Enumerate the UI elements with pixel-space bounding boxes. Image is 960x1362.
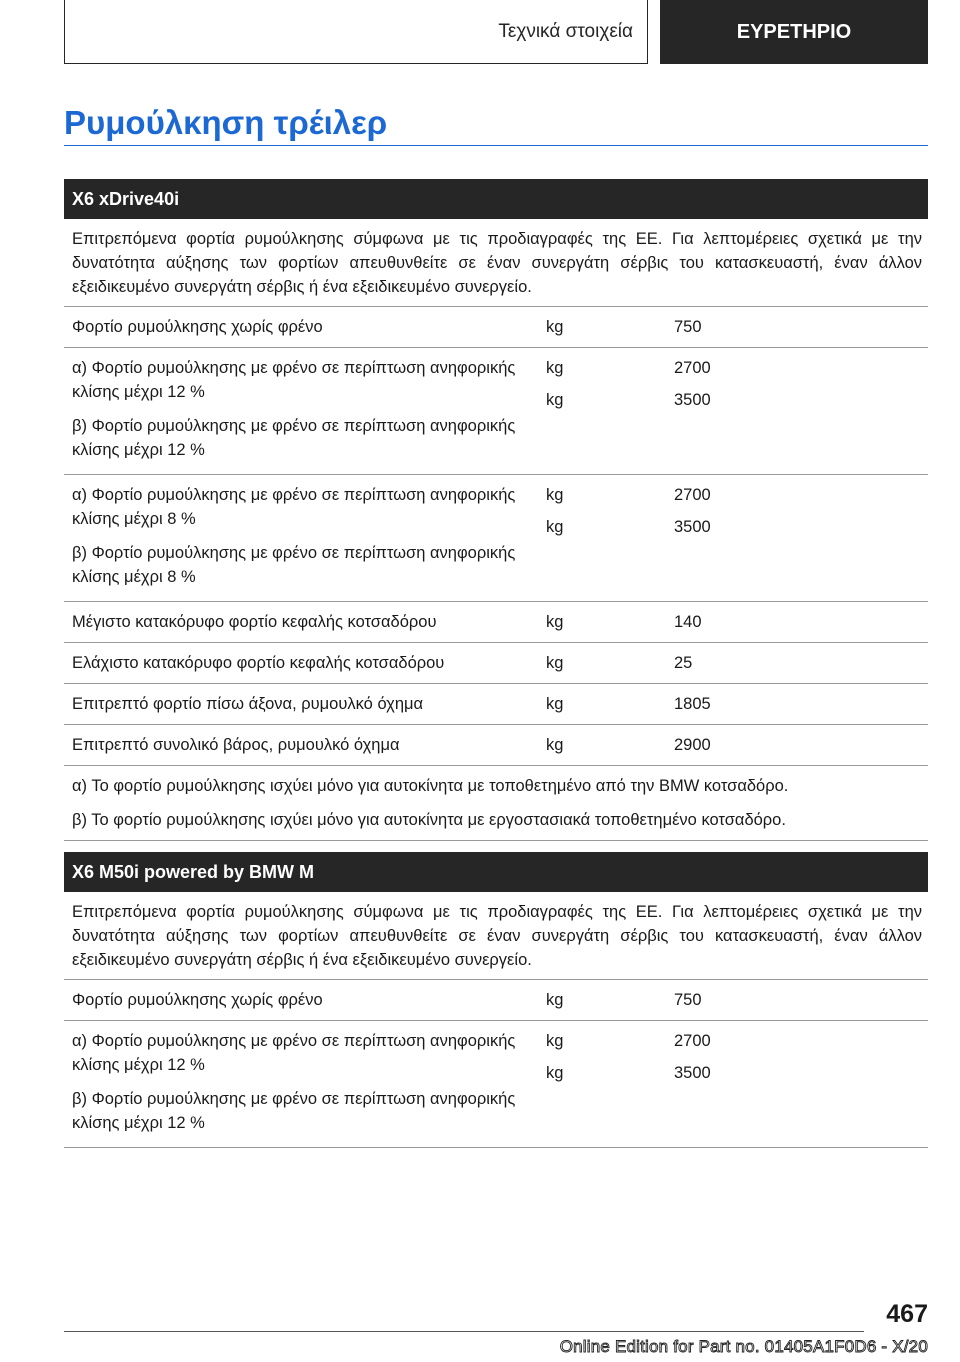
- row-value: 2700: [674, 359, 711, 377]
- row-label: β) Φορτίο ρυμούλκησης με φρένο σε περίπτωση ανηφορικής κλίσης μέχρι 8 %: [72, 544, 516, 586]
- page-title: Ρυμούλκηση τρέιλερ: [64, 104, 388, 141]
- tab-index[interactable]: ΕΥΡΕΤΗΡΙΟ: [660, 0, 928, 64]
- row-unit: kg: [546, 518, 564, 536]
- footnotes: [64, 766, 928, 841]
- row-unit: kg: [546, 1064, 564, 1082]
- page-number: 467: [886, 1300, 928, 1328]
- row-unit: kg: [546, 654, 564, 672]
- footer-divider: [64, 1331, 864, 1332]
- row-value: 2900: [674, 736, 711, 754]
- row-value: 750: [674, 991, 702, 1009]
- section-intro: Επιτρεπόμενα φορτία ρυμούλκησης σύμφωνα με τις προδιαγραφές της ΕΕ. Για λεπτομέρειες σχετικά με την δυνατότητα αύξησης των φορτίων απευθυνθείτε σε έναν συνεργάτη σέρβις του κατασκευαστή, έναν άλλον εξειδικευμένο συνεργάτη σέρβις ή ένα εξειδικευμένο συνεργείο.: [64, 219, 928, 307]
- row-value: 1805: [674, 695, 711, 713]
- row-value: 140: [674, 613, 702, 631]
- table-row: [64, 475, 928, 602]
- row-label-cell: [64, 684, 536, 724]
- row-unit-cell: [536, 348, 664, 470]
- row-label-cell: [64, 643, 536, 683]
- table-row: [64, 980, 928, 1021]
- row-unit: kg: [546, 613, 564, 631]
- row-label: Φορτίο ρυμούλκησης χωρίς φρένο: [72, 318, 323, 336]
- row-value: 3500: [674, 391, 711, 409]
- row-value: 750: [674, 318, 702, 336]
- row-label-cell: [64, 1021, 536, 1143]
- row-label-cell: [64, 725, 536, 765]
- edition-text: Online Edition for Part no. 01405A1F0D6 - X/20: [559, 1337, 928, 1356]
- row-unit-cell: [536, 684, 664, 724]
- row-label-cell: [64, 602, 536, 642]
- row-label: α) Φορτίο ρυμούλκησης με φρένο σε περίπτωση ανηφορικής κλίσης μέχρι 8 %: [72, 486, 516, 528]
- table-row: [64, 684, 928, 725]
- row-unit: kg: [546, 1032, 564, 1050]
- row-value: 25: [674, 654, 693, 672]
- row-value: 2700: [674, 486, 711, 504]
- row-unit-cell: [536, 307, 664, 347]
- row-value-cell: [664, 980, 928, 1020]
- row-label: Επιτρεπτό συνολικό βάρος, ρυμουλκό όχημα: [72, 736, 400, 754]
- row-label: Ελάχιστο κατακόρυφο φορτίο κεφαλής κοτσαδόρου: [72, 654, 445, 672]
- row-value-cell: [664, 1021, 928, 1143]
- row-label: β) Φορτίο ρυμούλκησης με φρένο σε περίπτωση ανηφορικής κλίσης μέχρι 12 %: [72, 417, 516, 459]
- row-value-cell: [664, 725, 928, 765]
- row-unit: kg: [546, 391, 564, 409]
- title-divider: [64, 145, 928, 146]
- table-row: [64, 1021, 928, 1148]
- table-row: [64, 643, 928, 684]
- spec-table: [64, 980, 928, 1148]
- row-unit-cell: [536, 602, 664, 642]
- section-x6-m50i: [64, 852, 928, 1148]
- row-unit: kg: [546, 991, 564, 1009]
- row-label: α) Φορτίο ρυμούλκησης με φρένο σε περίπτωση ανηφορικής κλίσης μέχρι 12 %: [72, 1032, 516, 1074]
- row-unit-cell: [536, 1021, 664, 1143]
- row-unit: kg: [546, 318, 564, 336]
- table-row: [64, 725, 928, 766]
- top-navigation: [64, 0, 928, 66]
- row-label-cell: [64, 348, 536, 470]
- tab-technical-data[interactable]: Τεχνικά στοιχεία: [64, 0, 648, 64]
- row-value-cell: [664, 348, 928, 470]
- row-unit-cell: [536, 725, 664, 765]
- row-value-cell: [664, 684, 928, 724]
- row-label-cell: [64, 307, 536, 347]
- table-row: [64, 602, 928, 643]
- row-value: 2700: [674, 1032, 711, 1050]
- row-unit-cell: [536, 643, 664, 683]
- spec-table: [64, 307, 928, 766]
- row-label: Επιτρεπτό φορτίο πίσω άξονα, ρυμουλκό όχημα: [72, 695, 424, 713]
- row-value-cell: [664, 475, 928, 597]
- row-value-cell: [664, 602, 928, 642]
- row-label-cell: [64, 980, 536, 1020]
- row-label: Μέγιστο κατακόρυφο φορτίο κεφαλής κοτσαδόρου: [72, 613, 437, 631]
- table-row: [64, 348, 928, 475]
- row-unit: kg: [546, 486, 564, 504]
- section-x6-xdrive40i: [64, 179, 928, 841]
- row-value: 3500: [674, 518, 711, 536]
- row-label: α) Φορτίο ρυμούλκησης με φρένο σε περίπτωση ανηφορικής κλίσης μέχρι 12 %: [72, 359, 516, 401]
- table-row: [64, 307, 928, 348]
- section-heading: X6 xDrive40i: [64, 179, 928, 219]
- footnote: α) Το φορτίο ρυμούλκησης ισχύει μόνο για αυτοκίνητα με τοποθετημένο από την BMW κοτσαδόρο.: [72, 777, 789, 795]
- row-unit: kg: [546, 359, 564, 377]
- section-intro: Επιτρεπόμενα φορτία ρυμούλκησης σύμφωνα με τις προδιαγραφές της ΕΕ. Για λεπτομέρειες σχετικά με την δυνατότητα αύξησης των φορτίων απευθυνθείτε σε έναν συνεργάτη σέρβις του κατασκευαστή, έναν άλλον εξειδικευμένο συνεργάτη σέρβις ή ένα εξειδικευμένο συνεργείο.: [64, 892, 928, 980]
- row-value-cell: [664, 307, 928, 347]
- row-unit-cell: [536, 980, 664, 1020]
- row-label: β) Φορτίο ρυμούλκησης με φρένο σε περίπτωση ανηφορικής κλίσης μέχρι 12 %: [72, 1090, 516, 1132]
- row-unit: kg: [546, 736, 564, 754]
- row-value-cell: [664, 643, 928, 683]
- footnote: β) Το φορτίο ρυμούλκησης ισχύει μόνο για αυτοκίνητα με εργοστασιακά τοποθετημένο κοτσαδόρο.: [72, 811, 786, 829]
- row-unit: kg: [546, 695, 564, 713]
- row-value: 3500: [674, 1064, 711, 1082]
- row-unit-cell: [536, 475, 664, 597]
- section-heading: X6 M50i powered by BMW M: [64, 852, 928, 892]
- row-label-cell: [64, 475, 536, 597]
- row-label: Φορτίο ρυμούλκησης χωρίς φρένο: [72, 991, 323, 1009]
